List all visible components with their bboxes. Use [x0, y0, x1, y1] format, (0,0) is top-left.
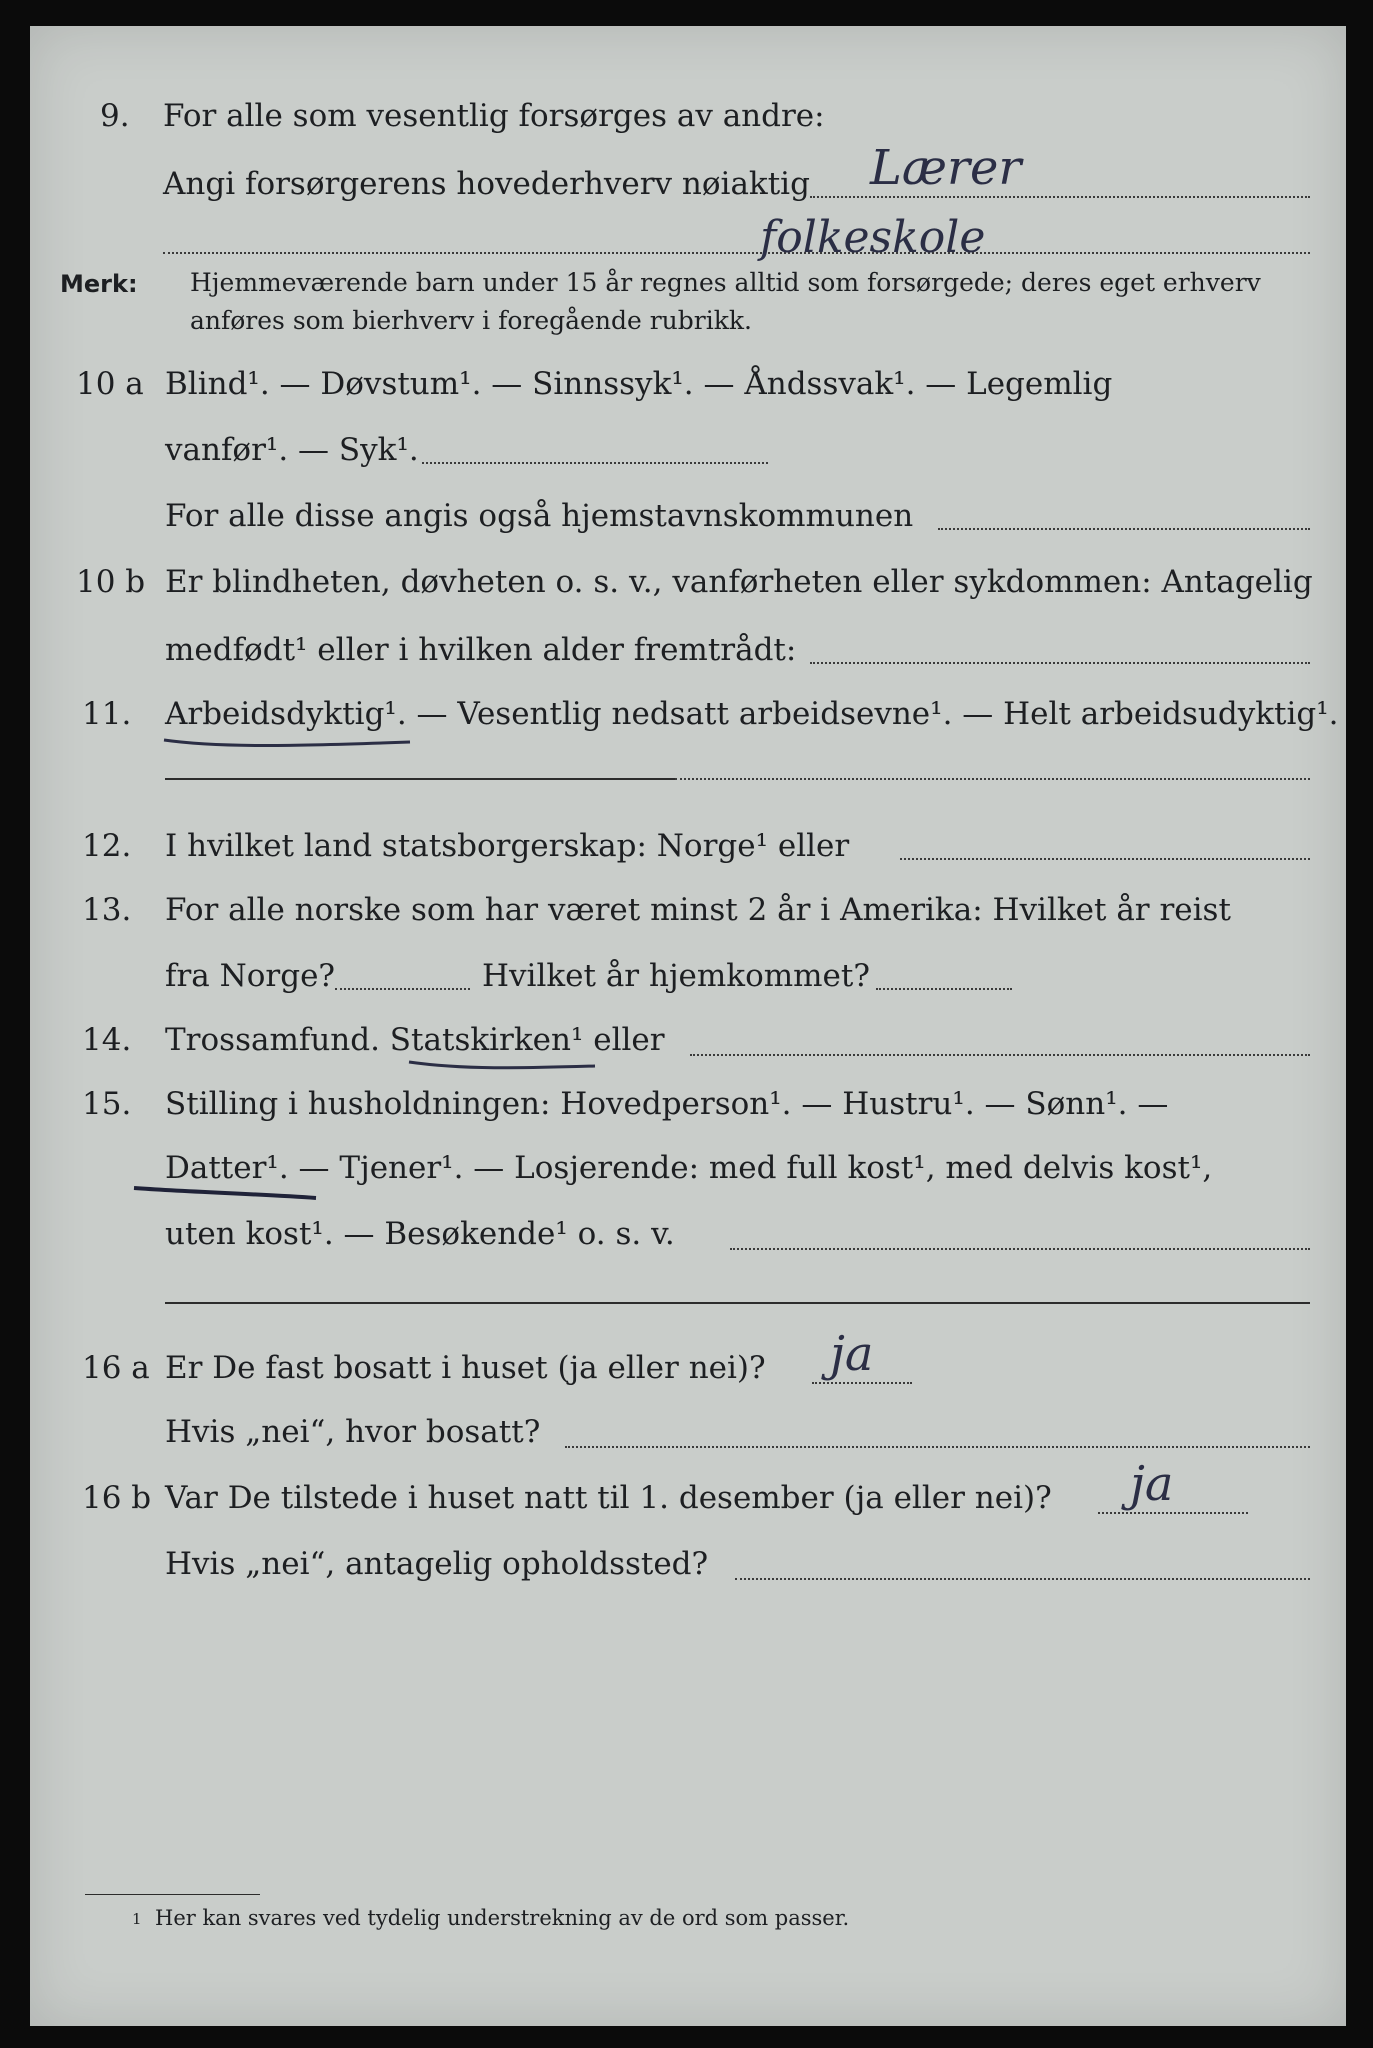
answer-line [1098, 1512, 1248, 1514]
q11-question: Arbeidsdyktig¹. — Vesentlig nedsatt arbeidsevne¹. — Helt arbeidsudyktig¹. [165, 696, 1339, 732]
answer-line [675, 778, 1310, 780]
q15-question-line3: uten kost¹. — Besøkende¹ o. s. v. [165, 1216, 675, 1252]
q12-number: 12. [82, 828, 132, 864]
answer-line [730, 1248, 1310, 1250]
answer-line [938, 528, 1310, 530]
q16b-question: Var De tilstede i huset natt til 1. desember (ja eller nei)? [165, 1480, 1052, 1516]
q10a-row-1 [30, 356, 1346, 412]
q12-question: I hvilket land statsborgerskap: Norge¹ eller [165, 828, 850, 864]
q15-row-1 [30, 1076, 1346, 1132]
q10a-row-3 [30, 488, 1346, 544]
pen-underline-statskirken [405, 1056, 605, 1076]
q10b-number: 10 b [76, 564, 146, 600]
footnote-rule [85, 1894, 260, 1895]
q16a-row-1 [30, 1326, 1346, 1396]
q12-row-1 [30, 818, 1346, 874]
answer-line [900, 858, 1310, 860]
q16b-row-1 [30, 1456, 1346, 1526]
answer-line [812, 1382, 912, 1384]
q16a-question: Er De fast bosatt i huset (ja eller nei)? [165, 1350, 766, 1386]
q10a-question-line3: For alle disse angis også hjemstavnskommunen [165, 498, 914, 534]
q9-number: 9. [100, 98, 130, 134]
q13-question: For alle norske som har været minst 2 år i Amerika: Hvilket år reist [165, 892, 1231, 928]
answer-line [810, 662, 1310, 664]
footnote-mark: 1 [132, 1910, 142, 1928]
q14-row-1 [30, 1012, 1346, 1068]
footnote-text: Her kan svares ved tydelig understrekning av de ord som passer. [155, 1906, 850, 1930]
q16b-row-2 [30, 1536, 1346, 1592]
section-divider [165, 1302, 1310, 1304]
q14-number: 14. [82, 1022, 132, 1058]
q15-row-3 [30, 1206, 1346, 1262]
q10b-row-1 [30, 554, 1346, 610]
q10a-number: 10 a [76, 366, 144, 402]
q10a-question-line2: vanfør¹. — Syk¹. [165, 432, 419, 468]
q15-number: 15. [82, 1086, 132, 1122]
answer-line [735, 1578, 1310, 1580]
q16b-handwritten-answer: ja [1130, 1456, 1174, 1512]
answer-line [690, 1054, 1310, 1056]
section-divider [165, 778, 675, 780]
q15-question: Stilling i husholdningen: Hovedperson¹. — Hustru¹. — Sønn¹. — [165, 1086, 1169, 1122]
q16a-question-line2: Hvis „nei“, hvor bosatt? [165, 1414, 541, 1450]
census-form-page [30, 26, 1346, 2026]
q16b-question-line2: Hvis „nei“, antagelig opholdssted? [165, 1546, 709, 1582]
q16a-row-2 [30, 1404, 1346, 1460]
q10a-row-2 [30, 422, 1346, 478]
note-text-line1: Hjemmeværende barn under 15 år regnes alltid som forsørgede; deres eget erhverv [190, 268, 1261, 297]
q9-row-1 [30, 88, 1346, 144]
q9-row-2 [30, 140, 1346, 212]
q13-row-2 [30, 948, 1346, 1004]
note-text-line2: anføres som bierhverv i foregående rubrikk. [190, 306, 752, 335]
q10b-question: Er blindheten, døvheten o. s. v., vanførheten eller sykdommen: Antagelig [165, 564, 1313, 600]
note-label: Merk: [60, 270, 138, 298]
q9-question: For alle som vesentlig forsørges av andre: [163, 98, 825, 134]
answer-line [876, 988, 1012, 990]
q16a-number: 16 a [82, 1350, 150, 1386]
pen-underline-arbeidsdyktig [160, 732, 420, 752]
pen-underline-datter [130, 1182, 330, 1206]
q13-row-1 [30, 882, 1346, 938]
q10b-row-2 [30, 622, 1346, 678]
q14-question: Trossamfund. Statskirken¹ eller [165, 1022, 665, 1058]
q10a-question: Blind¹. — Døvstum¹. — Sinnssyk¹. — Åndssvak¹. — Legemlig [165, 366, 1113, 402]
q16b-number: 16 b [82, 1480, 152, 1516]
answer-line [335, 988, 470, 990]
answer-line [565, 1446, 1310, 1448]
q9-handwritten-answer: Lærer [870, 140, 1022, 196]
q15-question-line2: Datter¹. — Tjener¹. — Losjerende: med full kost¹, med delvis kost¹, [165, 1150, 1213, 1186]
answer-line [163, 252, 1310, 254]
q13-question-line2b: Hvilket år hjemkommet? [482, 958, 870, 994]
q16a-handwritten-answer: ja [830, 1326, 874, 1382]
answer-line [422, 462, 768, 464]
q13-number: 13. [82, 892, 132, 928]
q9-handwritten-answer-2: folkeskole [760, 212, 986, 263]
answer-line [810, 196, 1310, 198]
q10b-question-line2: medfødt¹ eller i hvilken alder fremtrådt: [165, 632, 797, 668]
q9-question-line2: Angi forsørgerens hovederhverv nøiaktig [163, 166, 810, 202]
q11-number: 11. [82, 696, 132, 732]
q13-question-line2a: fra Norge? [165, 958, 336, 994]
